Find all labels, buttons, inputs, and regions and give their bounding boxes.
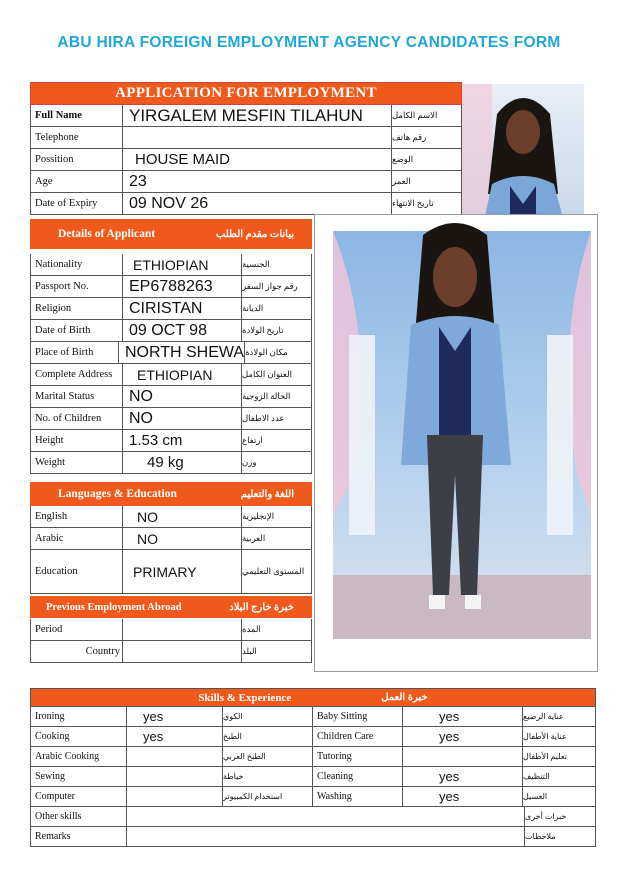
skill-value [127,747,223,766]
previous-section-title: Previous Employment Abroad [46,601,182,613]
height-label: Height [31,430,123,451]
skills-row [30,787,596,807]
skills-row [30,767,596,787]
education-value: PRIMARY [133,563,197,580]
skill-label: Cleaning [313,767,403,786]
field-english [30,506,312,528]
passport-value: EP6788263 [129,277,213,295]
remarks-ar: ملاحظات [525,832,556,841]
field-religion [30,298,312,320]
country-ar: البلد [241,641,311,662]
skill-label: Computer [31,787,127,806]
field-full-name [30,105,462,127]
field-marital-status [30,386,312,408]
full-body-photo [314,214,598,672]
expiry-ar: تاريخ الانتهاء [391,193,461,214]
skills-section-title: Skills & Experience [198,691,292,704]
arabic-label: Arabic [31,528,123,549]
field-date-of-birth [30,320,312,342]
weight-ar: وزن [241,452,311,473]
arabic-value: NO [137,530,158,547]
english-ar: الإنجليزية [241,506,311,527]
religion-value: CIRISTAN [129,299,203,317]
field-children [30,408,312,430]
age-label: Age [31,171,123,192]
languages-section-ar: اللغة والتعليم [240,488,294,500]
children-ar: عدد الاطفال [241,408,311,429]
country-label: Country [31,641,123,662]
skill-value: yes [127,707,223,726]
english-label: English [31,506,123,527]
full-name-value: YIRGALEM MESFIN TILAHUN [129,105,363,125]
headshot-image [462,84,584,230]
english-value: NO [137,508,158,525]
passport-label: Passport No. [31,276,123,297]
education-ar: المستوى التعليمي [241,550,311,593]
skill-ar: خياطة [223,767,313,786]
passport-ar: رقم جواز السفر [241,276,311,297]
pob-ar: مكان الولادة [244,342,311,363]
skill-value: yes [403,787,523,806]
pob-label: Place of Birth [31,342,119,363]
field-place-of-birth [30,342,312,364]
full-name-ar: الاسم الكامل [391,105,461,126]
field-nationality [30,254,312,276]
skill-value [403,747,523,766]
field-period [30,619,312,641]
dob-value: 09 OCT 98 [129,321,207,339]
field-height [30,430,312,452]
telephone-ar: رقم هاتف [391,127,461,148]
skill-value: yes [403,767,523,786]
full-body-image [315,215,598,672]
skill-label: Arabic Cooking [31,747,127,766]
skills-row [30,727,596,747]
skill-ar: الطبخ [223,727,313,746]
details-section-header [30,219,312,249]
skill-label: Ironing [31,707,127,726]
skill-ar: عناية الأطفال [523,732,567,741]
skills-section-ar: خبرة العمل [381,692,428,703]
marital-label: Marital Status [31,386,123,407]
full-name-label: Full Name [31,105,123,126]
field-arabic [30,528,312,550]
arabic-ar: العربية [241,528,311,549]
country-value [123,641,241,662]
skill-ar: تعليم الأطفال [523,752,567,761]
field-age [30,171,462,193]
details-section-title: Details of Applicant [58,228,156,240]
position-label: Possition [31,149,123,170]
field-weight [30,452,312,474]
age-value: 23 [129,172,147,190]
skill-value: yes [403,707,523,726]
skill-value [127,787,223,806]
telephone-value [123,127,391,148]
headshot-photo [462,84,584,230]
skill-label: Washing [313,787,403,806]
details-section-ar: بيانات مقدم الطلب [215,228,294,240]
age-ar: العمر [391,171,461,192]
skill-ar: الكوي [223,707,313,726]
remarks-value [127,827,525,846]
skills-section-header [30,688,596,707]
dob-ar: تاريخ الولادة [241,320,311,341]
field-education [30,550,312,594]
field-passport [30,276,312,298]
nationality-value: ETHIOPIAN [133,256,209,273]
skill-ar: الطبخ العربي [223,747,313,766]
height-value: 1.53 cm [129,432,183,449]
skill-value [127,767,223,786]
height-ar: ارتفاع [241,430,311,451]
skills-row [30,747,596,767]
skill-label: Tutoring [313,747,403,766]
other-skills-value [127,807,525,826]
agency-title: ABU HIRA FOREIGN EMPLOYMENT AGENCY CANDIDATES FORM [57,34,561,51]
field-telephone [30,127,462,149]
skills-row [30,707,596,727]
position-value: HOUSE MAID [135,151,231,168]
religion-label: Religion [31,298,123,319]
skill-label: Cooking [31,727,127,746]
period-ar: المدة [241,619,311,640]
skill-ar: التنظيف [523,772,550,781]
address-ar: العنوان الكامل [241,364,311,385]
address-label: Complete Address [31,364,123,385]
remarks-row [30,827,596,847]
languages-section-title: Languages & Education [58,488,177,500]
weight-label: Weight [31,452,123,473]
skill-ar: استخدام الكمبيوتر [223,787,313,806]
remarks-label: Remarks [31,827,127,846]
address-value: ETHIOPIAN [137,366,213,383]
telephone-label: Telephone [31,127,123,148]
marital-ar: الحالة الزوجية [241,386,311,407]
period-label: Period [31,619,123,640]
field-date-of-expiry [30,193,462,215]
expiry-value: 09 NOV 26 [129,194,209,212]
skill-value: yes [127,727,223,746]
pob-value: NORTH SHEWA [124,343,245,361]
field-country [30,641,312,663]
skills-table [30,688,596,847]
other-skills-label: Other skills [31,807,127,826]
dob-label: Date of Birth [31,320,123,341]
weight-value: 49 kg [147,454,184,471]
expiry-label: Date of Expiry [31,193,123,214]
previous-section-ar: خبرة خارج البلاد [229,601,294,613]
skill-value: yes [403,727,523,746]
field-address [30,364,312,386]
position-ar: الوضع [391,149,461,170]
skill-label: Baby Sitting [313,707,403,726]
skill-ar: الغسيل [523,792,548,801]
previous-section-header [30,596,312,618]
children-label: No. of Children [31,408,123,429]
other-skills-ar: خبرات أخرى [525,812,567,821]
form-banner: APPLICATION FOR EMPLOYMENT [30,82,462,105]
skill-ar: عناية الرضيع [523,712,564,721]
nationality-label: Nationality [31,254,123,275]
languages-section-header [30,482,312,506]
nationality-ar: الجنسية [241,254,311,275]
religion-ar: الديانة [241,298,311,319]
education-label: Education [31,550,123,593]
marital-value: NO [129,387,153,405]
skill-label: Children Care [313,727,403,746]
period-value [123,619,241,640]
field-position [30,149,462,171]
other-skills-row [30,807,596,827]
children-value: NO [129,409,153,427]
skill-label: Sewing [31,767,127,786]
